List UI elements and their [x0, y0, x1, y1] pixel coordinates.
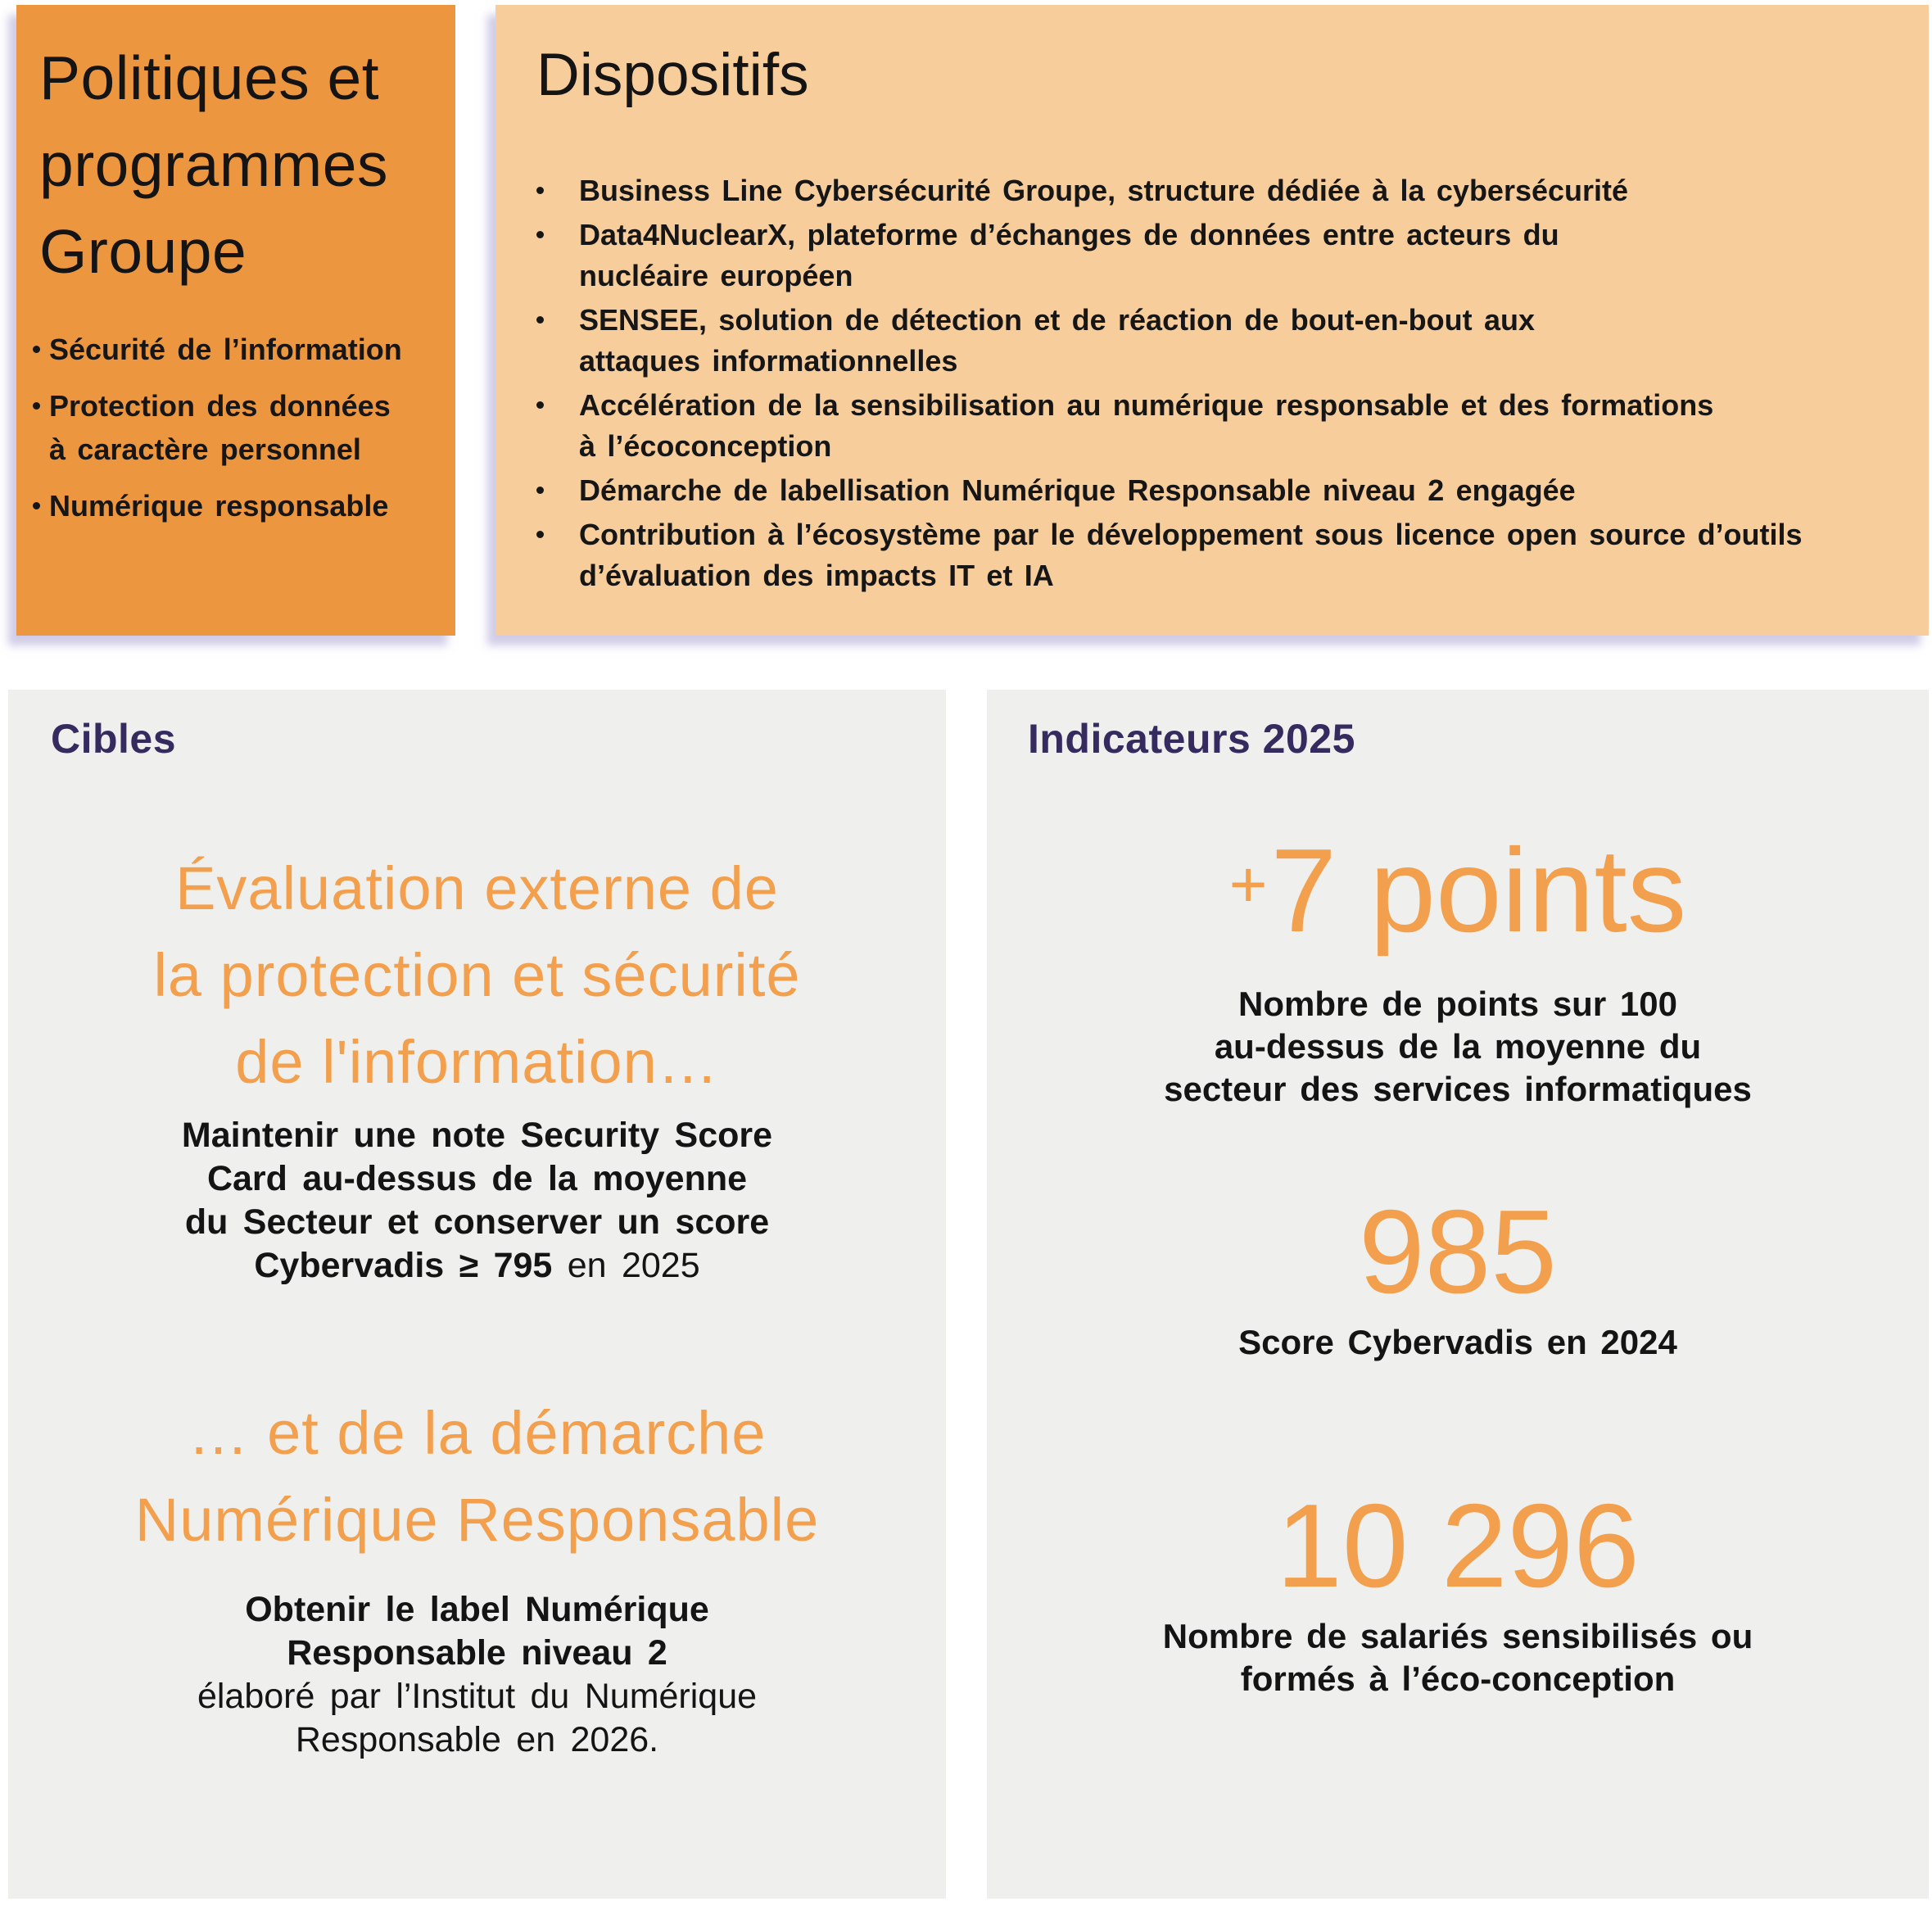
goal1-score-year: en 2025: [552, 1246, 700, 1285]
stat-points: [1028, 825, 1888, 1111]
goal1-detail: [33, 1114, 921, 1288]
list-item: [31, 328, 439, 371]
goal2-heading: [33, 1390, 921, 1564]
stat-points-value: [1028, 824, 1888, 957]
list-item: [536, 215, 1921, 297]
list-item-text: SENSEE, solution de détection et de réaction de bout-en-bout aux: [579, 303, 1535, 337]
stat-salaries-value: 10 296: [1276, 1479, 1640, 1612]
dispositifs-title: Dispositifs: [536, 42, 809, 108]
list-item-text: à l’écoconception: [579, 429, 832, 463]
policies-title-line: programmes: [39, 130, 388, 199]
goal1-detail-line: Card au-dessus de la moyenne: [206, 1159, 748, 1198]
policies-title-line: Groupe: [39, 217, 247, 286]
list-item-text: Contribution à l’écosystème par le développement sous licence open source d’outils: [579, 518, 1803, 551]
stat-label-line: Nombre de salariés sensibilisés ou: [1162, 1617, 1753, 1655]
stat-salaries-label: [1028, 1615, 1888, 1700]
policies-list: [31, 328, 439, 527]
goal1-score-target: Cybervadis ≥ 795: [254, 1246, 553, 1285]
list-item-text: Protection des données: [49, 389, 391, 423]
list-item-text: Démarche de labellisation Numérique Responsable niveau 2 engagée: [579, 473, 1576, 507]
goal2-detail-line: Obtenir le label Numérique: [245, 1590, 709, 1629]
goal1-heading-line: Évaluation externe de: [175, 854, 779, 922]
list-item-text: nucléaire européen: [579, 259, 853, 292]
stat-points-number: 7 points: [1270, 824, 1687, 957]
list-item-text: Business Line Cybersécurité Groupe, structure dédiée à la cybersécurité: [579, 174, 1629, 207]
list-item-text: d’évaluation des impacts IT et IA: [579, 559, 1054, 592]
indicateurs-panel: [987, 690, 1929, 1899]
list-item-text: Accélération de la sensibilisation au numérique responsable et des formations: [579, 388, 1714, 422]
goal2-detail-line: Responsable en 2026.: [295, 1720, 659, 1759]
list-item: [31, 384, 439, 471]
goal2-heading-line: … et de la démarche: [188, 1399, 767, 1467]
dispositifs-panel: [495, 5, 1929, 636]
cibles-panel: [8, 690, 946, 1899]
stat-cybervadis: [1028, 1185, 1888, 1364]
stat-cybervadis-label: [1028, 1321, 1888, 1364]
goal1-detail-line: [33, 1244, 921, 1288]
policies-title: [39, 34, 439, 295]
stat-salaries: [1028, 1479, 1888, 1700]
list-item-text: Sécurité de l’information: [49, 333, 402, 366]
cibles-heading: Cibles: [51, 716, 177, 762]
list-item: [536, 300, 1921, 382]
goal1-heading-line: la protection et sécurité: [153, 941, 801, 1009]
goal1-heading: [33, 845, 921, 1106]
stat-label-line: secteur des services informatiques: [1164, 1070, 1752, 1108]
list-item: [31, 484, 439, 527]
goal1-heading-line: de l'information…: [235, 1028, 719, 1096]
dispositifs-list: [536, 170, 1921, 596]
goal1-detail-line: Maintenir une note Security Score: [181, 1116, 773, 1155]
stat-cybervadis-value: 985: [1359, 1185, 1557, 1318]
stat-label-line: formés à l’éco-conception: [1240, 1659, 1676, 1698]
goal1-detail-line: du Secteur et conserver un score: [184, 1202, 770, 1242]
goal2-heading-line: Numérique Responsable: [134, 1486, 820, 1554]
stat-points-label: [1028, 983, 1888, 1111]
stat-label-line: Nombre de points sur 100: [1238, 985, 1677, 1023]
list-item-text: Numérique responsable: [49, 489, 389, 523]
list-item: [536, 514, 1921, 596]
list-item: [536, 470, 1921, 511]
policies-title-line: Politiques et: [39, 43, 380, 112]
stat-label-line: au-dessus de la moyenne du: [1214, 1027, 1702, 1066]
policies-panel: [16, 5, 455, 636]
goal2-detail: [33, 1588, 921, 1762]
list-item-text: Data4NuclearX, plateforme d’échanges de données entre acteurs du: [579, 218, 1559, 251]
stat-label-line: Score Cybervadis en 2024: [1238, 1323, 1677, 1361]
list-item: [536, 385, 1921, 467]
goal2-detail-line: élaboré par l’Institut du Numérique: [197, 1677, 758, 1716]
plus-sign: +: [1228, 848, 1268, 921]
list-item-text: à caractère personnel: [49, 432, 361, 466]
indicateurs-heading: Indicateurs 2025: [1028, 716, 1355, 762]
list-item-text: attaques informationnelles: [579, 344, 958, 378]
list-item: [536, 170, 1921, 211]
goal2-detail-line: Responsable niveau 2: [287, 1633, 667, 1673]
